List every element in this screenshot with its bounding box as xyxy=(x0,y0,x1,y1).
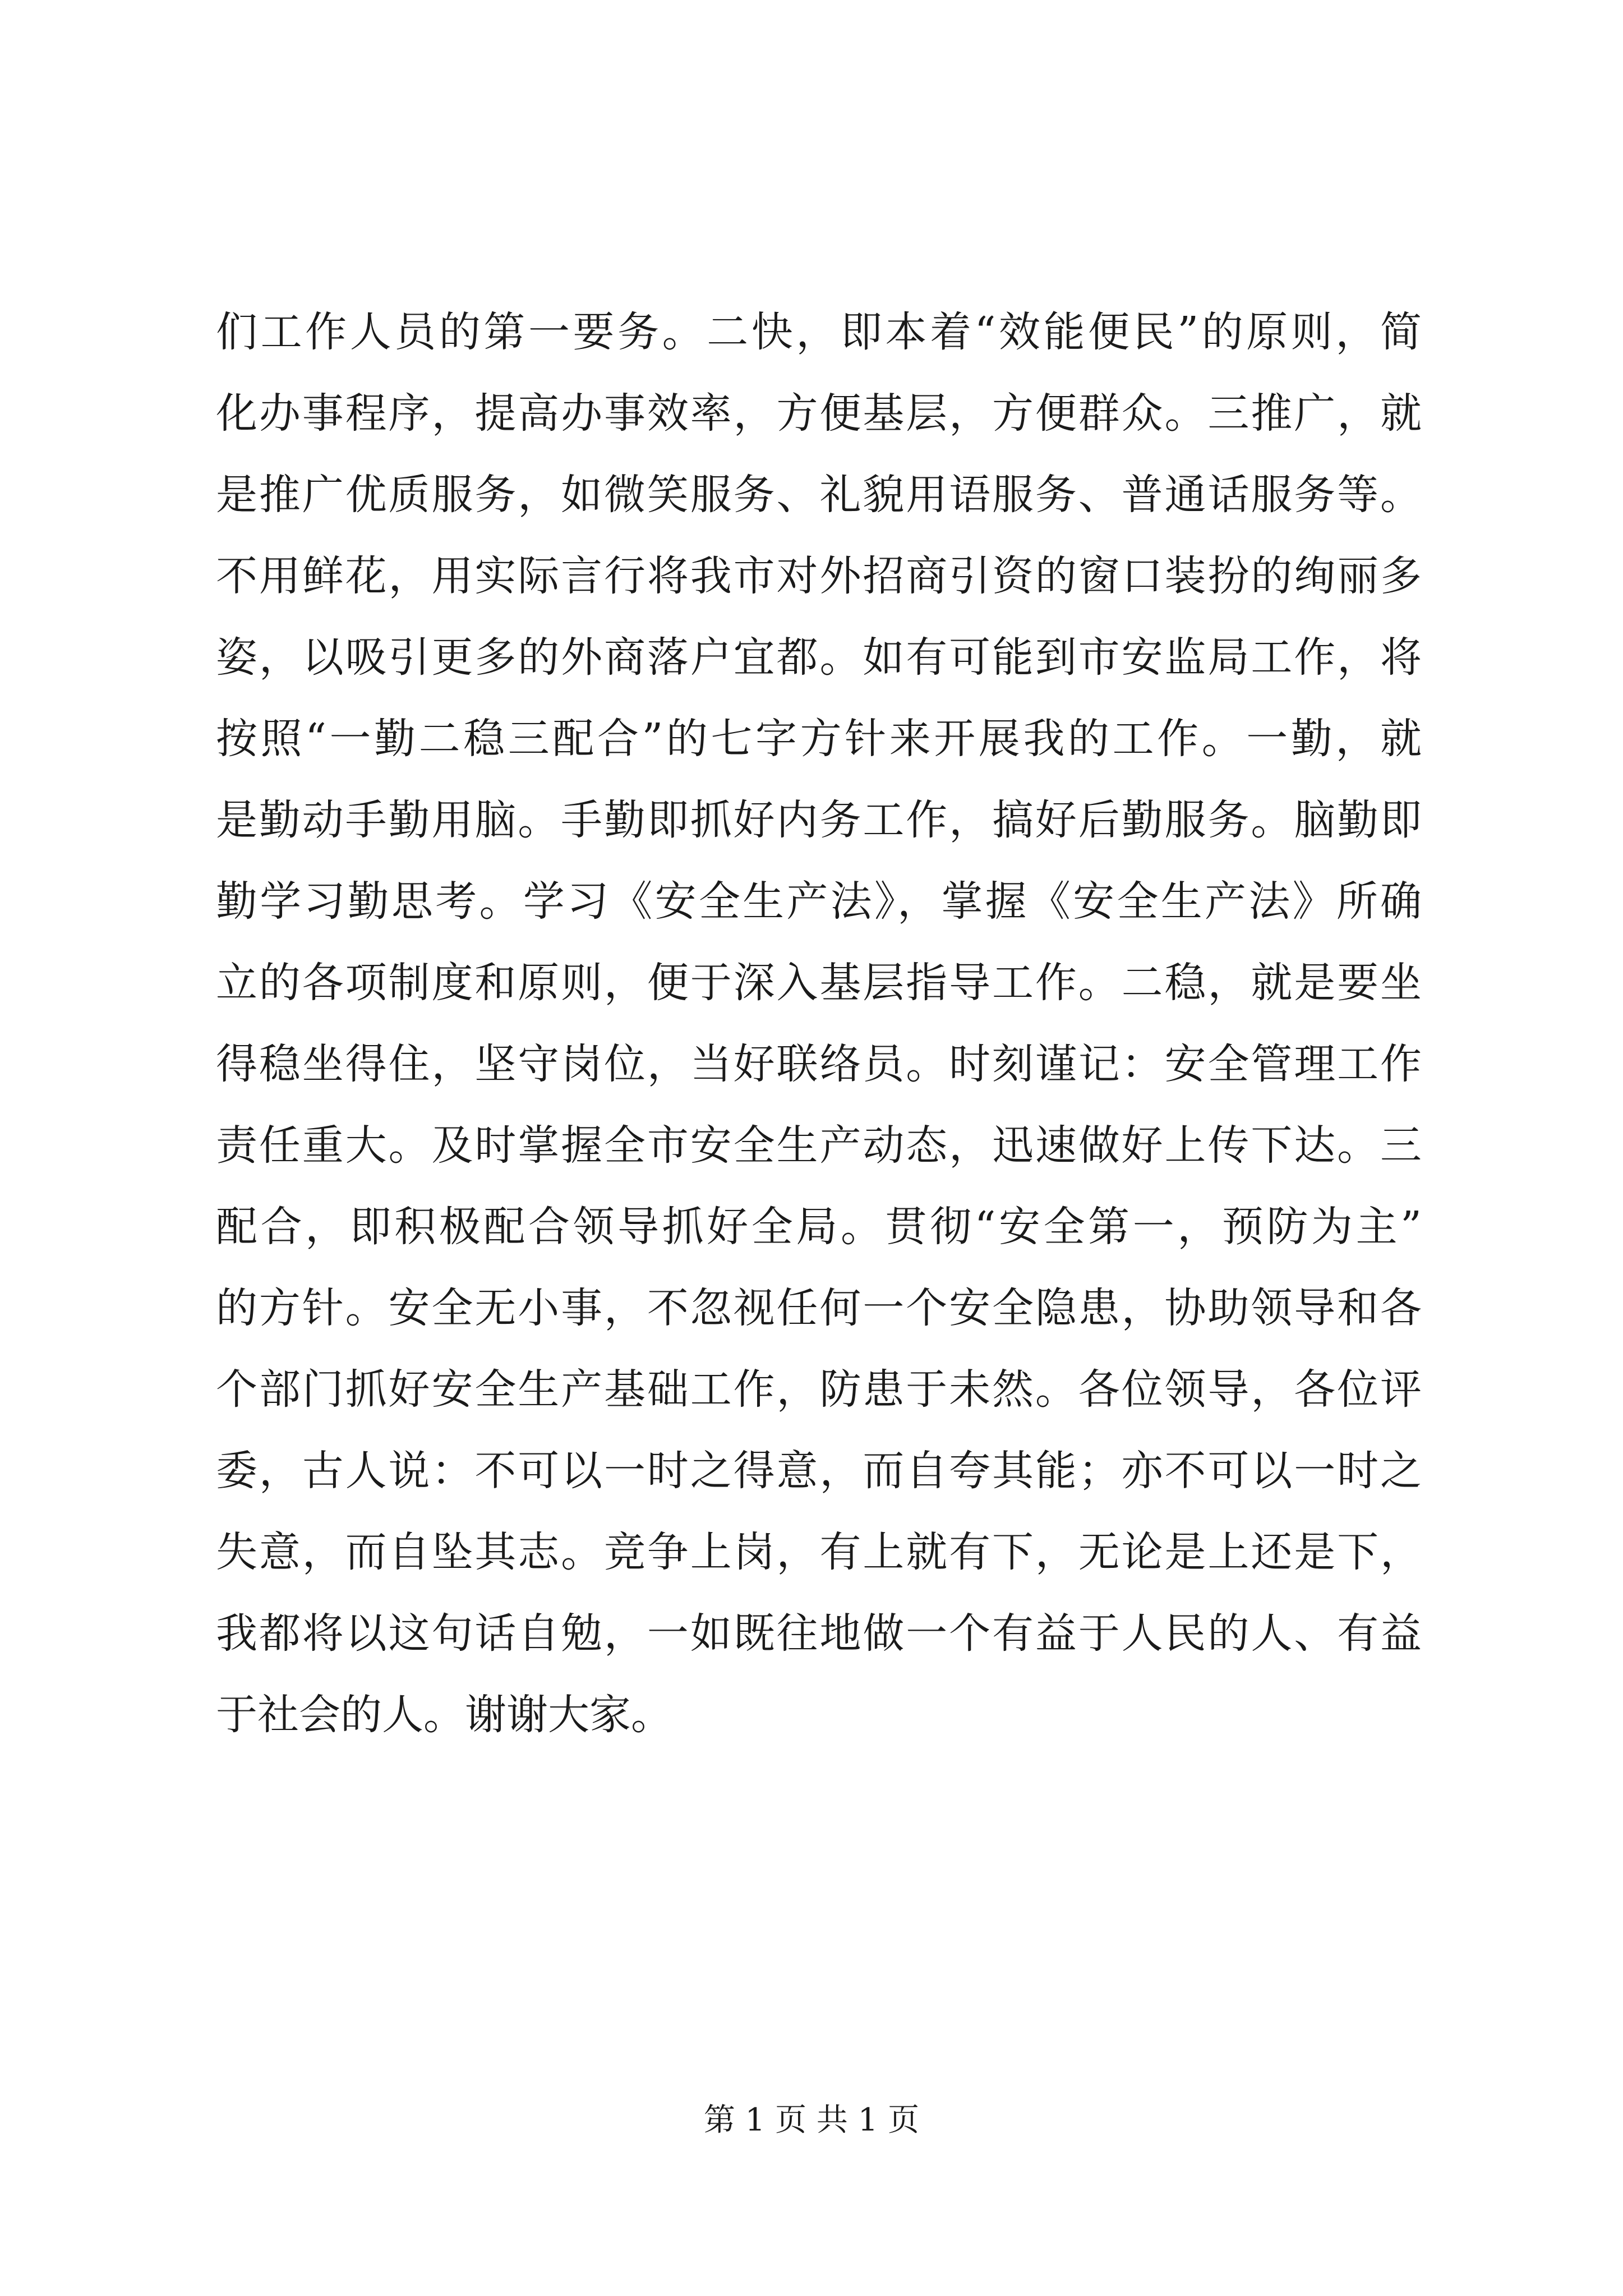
text-line: 立的各项制度和原则，便于深入基层指导工作。二稳，就是要坐 xyxy=(216,959,1422,1007)
text-line: 是勤动手勤用脑。手勤即抓好内务工作，搞好后勤服务。脑勤即 xyxy=(216,796,1422,844)
body-text xyxy=(216,292,1422,1756)
text-line: 们工作人员的第一要务。二快，即本着“效能便民”的原则，简 xyxy=(216,308,1422,356)
text-line: 按照“一勤二稳三配合”的七字方针来开展我的工作。一勤，就 xyxy=(216,715,1422,763)
text-line: 是推广优质服务，如微笑服务、礼貌用语服务、普通话服务等。 xyxy=(216,471,1422,519)
page-footer: 第 1 页 共 1 页 xyxy=(703,2102,920,2138)
text-line: 的方针。安全无小事，不忽视任何一个安全隐患，协助领导和各 xyxy=(216,1284,1422,1332)
text-line: 委，古人说：不可以一时之得意，而自夸其能；亦不可以一时之 xyxy=(216,1447,1422,1495)
text-line: 勤学习勤思考。学习《安全生产法》，掌握《安全生产法》所确 xyxy=(216,877,1422,926)
text-line: 配合，即积极配合领导抓好全局。贯彻“安全第一，预防为主” xyxy=(216,1203,1422,1251)
text-line: 不用鲜花，用实际言行将我市对外招商引资的窗口装扮的绚丽多 xyxy=(216,552,1422,600)
text-line: 个部门抓好安全生产基础工作，防患于未然。各位领导，各位评 xyxy=(216,1365,1422,1414)
text-line: 化办事程序，提高办事效率，方便基层，方便群众。三推广，就 xyxy=(216,389,1422,438)
text-line: 姿，以吸引更多的外商落户宜都。如有可能到市安监局工作，将 xyxy=(216,633,1422,682)
text-line: 我都将以这句话自勉，一如既往地做一个有益于人民的人、有益 xyxy=(216,1609,1422,1658)
text-line: 责任重大。及时掌握全市安全生产动态，迅速做好上传下达。三 xyxy=(216,1121,1422,1170)
text-line: 失意，而自坠其志。竞争上岗，有上就有下，无论是上还是下， xyxy=(216,1528,1422,1576)
text-line: 得稳坐得住，坚守岗位，当好联络员。时刻谨记：安全管理工作 xyxy=(216,1040,1422,1088)
text-line: 于社会的人。谢谢大家。 xyxy=(216,1691,672,1739)
